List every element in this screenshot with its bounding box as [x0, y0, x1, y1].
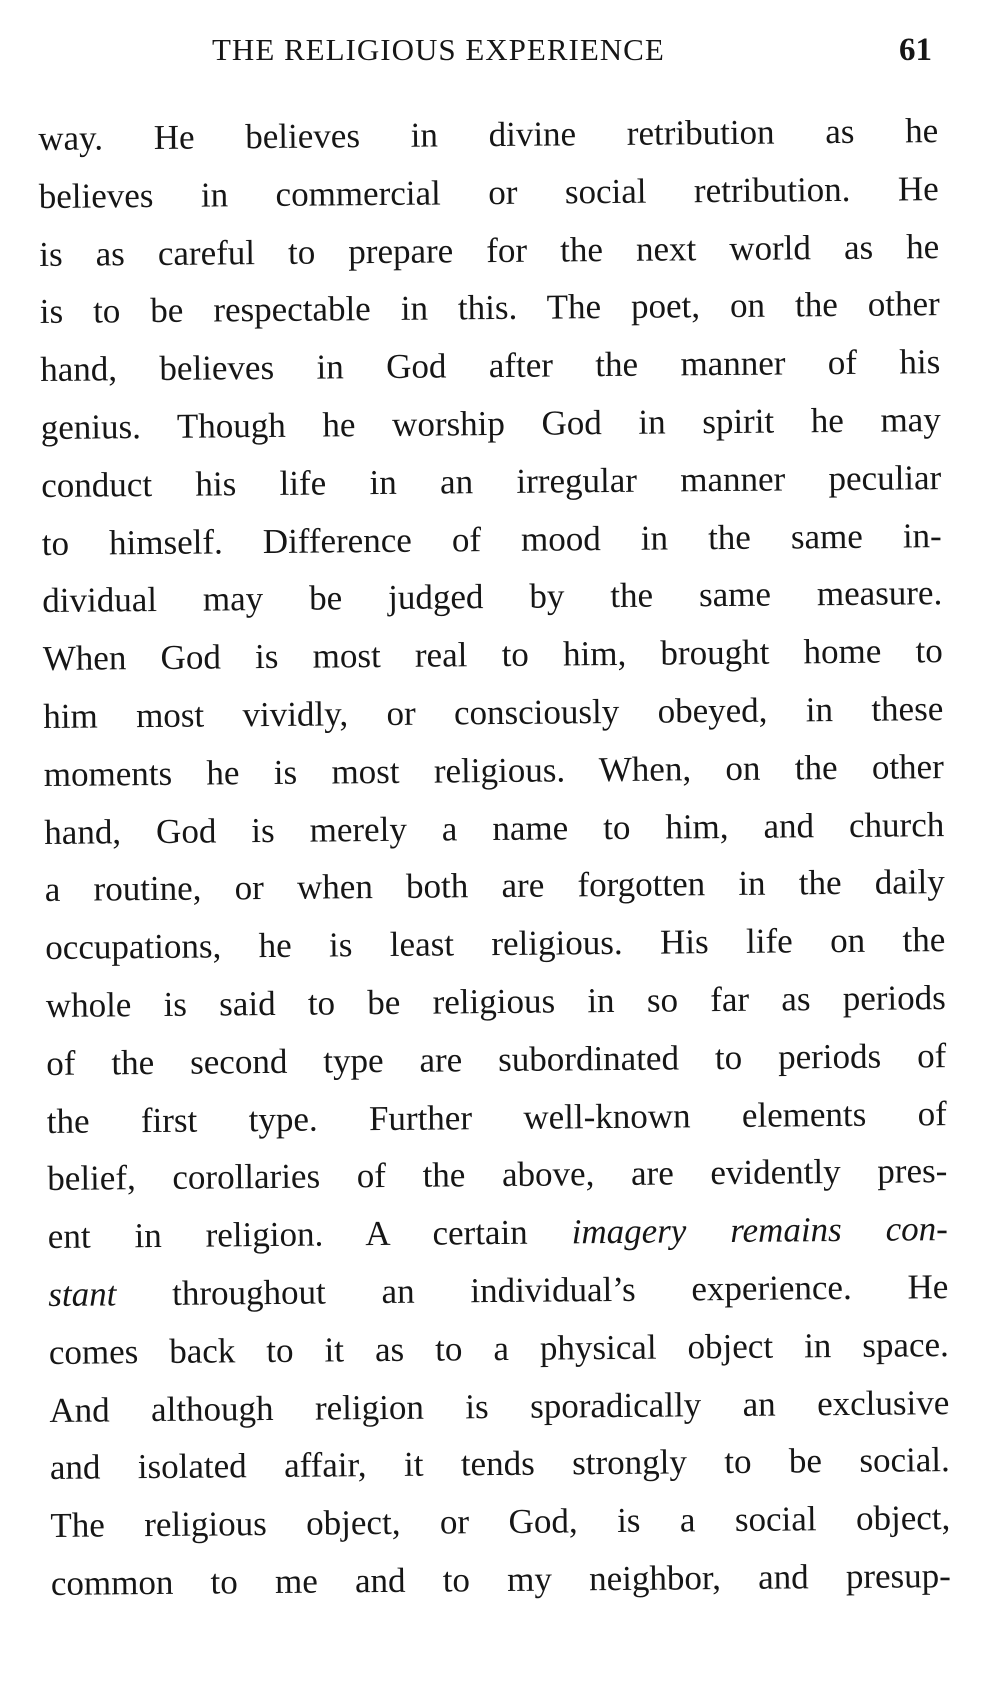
text-line: common to me and to my neighbor, and presup- [50, 1556, 951, 1603]
text-line: belief, corollaries of the above, are evidently pres- [47, 1151, 948, 1199]
text-line: genius. Though he worship God in spirit he may [40, 400, 941, 447]
text-line: whole is said to be religious in so far as periods [45, 978, 946, 1025]
text-line: comes back to it as to a physical object in space. [48, 1324, 949, 1372]
text-line [48, 1258, 948, 1324]
text-line: hand, God is merely a name to him, and church [44, 804, 945, 852]
text-line: occupations, he is least religious. His life on the [45, 920, 946, 968]
text-line: dividual may be judged by the same measure. [42, 573, 943, 621]
text-line: moments he is most religious. When, on the other [43, 746, 944, 794]
running-head [40, 30, 940, 80]
text-line: the first type. Further well-known elements of [46, 1093, 947, 1141]
text-run: ent in religion. A certain [47, 1212, 572, 1257]
text-line: When God is most real to him, brought home to [42, 631, 943, 679]
text-line: believes in commercial or social retribution. He [38, 168, 939, 216]
italic-run: stant [48, 1274, 117, 1314]
italic-run: imagery remains con- [571, 1209, 948, 1252]
text-line: him most vividly, or consciously obeyed, in these [43, 689, 944, 736]
text-line: The religious object, or God, is a social object, [50, 1498, 951, 1546]
text-line: And although religion is sporadically an exclusive [49, 1382, 950, 1430]
text-line: to himself. Difference of mood in the same in- [41, 515, 942, 563]
page-number: 61 [899, 32, 932, 68]
text-line: of the second type are subordinated to periods of [46, 1035, 947, 1083]
text-line: way. He believes in divine retribution as he [38, 111, 939, 158]
running-title: THE RELIGIOUS EXPERIENCE [212, 32, 665, 67]
text-line: conduct his life in an irregular manner peculiar [41, 457, 942, 505]
text-line: and isolated affair, it tends strongly to be social. [49, 1440, 950, 1488]
text-line: is as careful to prepare for the next world as he [39, 226, 940, 274]
text-line: a routine, or when both are forgotten in the daily [44, 862, 945, 910]
text-line [48, 1200, 948, 1266]
text-run: throughout an individual’s experience. He [116, 1267, 949, 1314]
body-text [38, 102, 951, 1613]
text-line: hand, believes in God after the manner of his [40, 342, 941, 390]
text-line: is to be respectable in this. The poet, on the other [39, 284, 940, 332]
